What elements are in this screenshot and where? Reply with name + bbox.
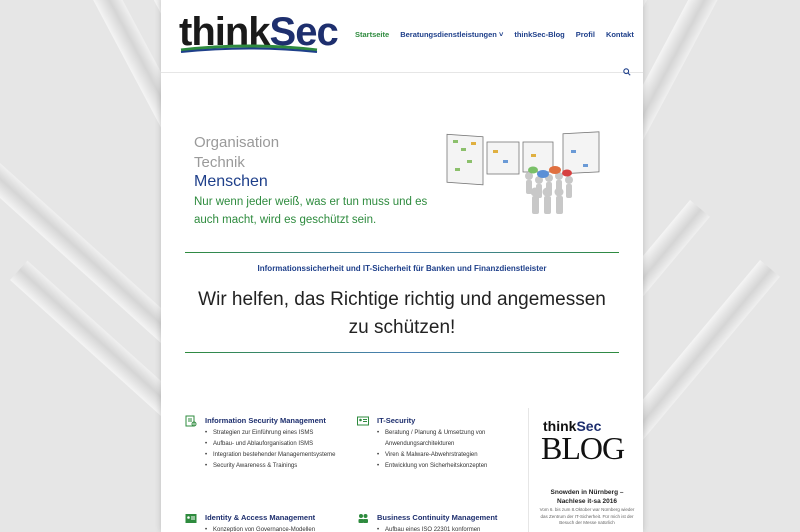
main-claim: Wir helfen, das Richtige richtig und angemessen zu schützen!: [198, 289, 606, 338]
feature-item: • Integration bestehender Managementsysteme: [205, 450, 345, 461]
main-nav: [355, 30, 634, 39]
hero-line-menschen: Menschen: [194, 173, 268, 190]
blog-logo-think: think: [543, 418, 577, 434]
blog-logo-sec: Sec: [576, 418, 602, 434]
divider-bottom: [185, 352, 619, 353]
nav-beratungsdienstleistungen[interactable]: Beratungsdienstleistungen ˅: [400, 30, 504, 39]
nav-startseite[interactable]: Startseite: [355, 30, 390, 39]
nav-thinksec-blog[interactable]: thinkSec-Blog: [514, 30, 565, 39]
blog-sidebar: [528, 408, 643, 532]
blog-post-excerpt: Vom 6. bis zum 8.Oktober war Nürnberg wieder das Zentrum der IT-Sicherheit. Für mich ist der Besuch der Messe natürlich: [539, 507, 635, 525]
hero-line-organisation: Organisation: [194, 134, 280, 151]
feature-item: • Aufbau eines ISO 22301 konformen: [377, 525, 517, 532]
feature-title: Identity & Access Management: [205, 513, 316, 522]
feature-title: Business Continuity Management: [377, 513, 498, 522]
feature-item: • Viren & Malware-Abwehrstrategien: [377, 450, 517, 461]
logo-swoosh-icon: [179, 44, 319, 54]
hero-tagline: Nur wenn jeder weiß, was er tun muss und es auch macht, wird es geschützt sein.: [194, 196, 428, 226]
hero-line-technik: Technik: [194, 154, 245, 171]
page-container: [161, 0, 643, 532]
nav-profil[interactable]: Profil: [575, 30, 595, 39]
hero-people-illustration: [443, 130, 608, 230]
logo-think-text: think: [179, 10, 270, 54]
feature-item: • Konzeption von Governance-Modellen: [205, 525, 345, 532]
people-group-icon: [357, 512, 369, 524]
divider-top: [185, 252, 619, 253]
site-header: [161, 0, 643, 73]
hero-section: [161, 72, 643, 252]
feature-item: • Entwicklung von Sicherheitskonzepten: [377, 461, 517, 472]
blog-big-title[interactable]: BLOG: [541, 430, 625, 466]
feature-item: • Strategien zur Einführung eines ISMS: [205, 428, 345, 439]
feature-title: Information Security Management: [205, 416, 326, 425]
nav-kontakt[interactable]: Kontakt: [605, 30, 634, 39]
feature-item: • Beratung / Planung & Umsetzung von Anwendungsarchitekturen: [377, 428, 517, 450]
feature-item: • Security Awareness & Trainings: [205, 461, 345, 472]
blog-post-title[interactable]: Snowden in Nürnberg – Nachlese it-sa 2016: [550, 489, 624, 505]
feature-title: IT-Security: [377, 416, 416, 425]
id-card-icon: [357, 415, 369, 427]
section-subtitle: Informationssicherheit und IT-Sicherheit für Banken und Finanzdienstleister: [257, 264, 547, 273]
id-badge-icon: [185, 512, 197, 524]
feature-item: • Aufbau- und Ablauforganisation ISMS: [205, 439, 345, 450]
logo-sec-text: Sec: [269, 10, 338, 54]
document-check-icon: [185, 415, 197, 427]
